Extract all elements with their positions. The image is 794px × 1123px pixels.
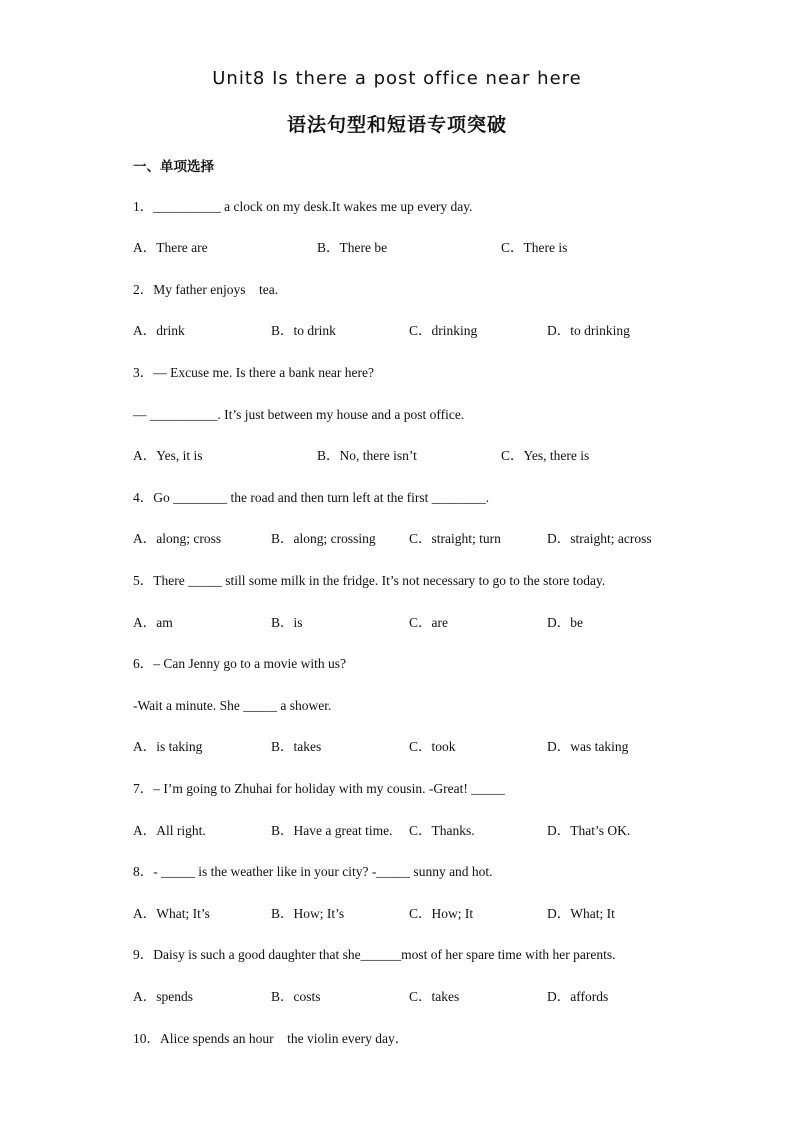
option-d: D．was taking bbox=[547, 739, 629, 754]
option-c: C．Yes, there is bbox=[501, 448, 590, 463]
option-c: C．How; It bbox=[409, 906, 474, 921]
option-c: C．straight; turn bbox=[409, 531, 501, 546]
option-a: A．What; It’s bbox=[133, 906, 210, 921]
question-stem: 4．Go ________ the road and then turn left at the first ________. bbox=[133, 490, 490, 505]
option-a: A．There are bbox=[133, 240, 208, 255]
question-stem: 7．– I’m going to Zhuhai for holiday with my cousin. -Great! _____ bbox=[133, 781, 505, 796]
option-a: A．am bbox=[133, 615, 173, 630]
option-c: C．are bbox=[409, 615, 448, 630]
option-a: A．drink bbox=[133, 323, 185, 338]
option-b: B．There be bbox=[317, 240, 388, 255]
question-stem: 10．Alice spends an hour the violin every day． bbox=[133, 1031, 409, 1046]
page-title: Unit8 Is there a post office near here bbox=[212, 68, 582, 89]
question-stem: 6．– Can Jenny go to a movie with us? bbox=[133, 656, 346, 671]
option-b: B．No, there isn’t bbox=[317, 448, 417, 463]
option-b: B．How; It’s bbox=[271, 906, 345, 921]
question-stem: -Wait a minute. She _____ a shower. bbox=[133, 698, 332, 713]
option-a: A．is taking bbox=[133, 739, 203, 754]
option-a: A．spends bbox=[133, 989, 193, 1004]
option-d: D．to drinking bbox=[547, 323, 630, 338]
question-stem: 9．Daisy is such a good daughter that she______most of her spare time with her parents. bbox=[133, 947, 616, 962]
option-b: B．takes bbox=[271, 739, 322, 754]
option-b: B．Have a great time. bbox=[271, 823, 393, 838]
option-d: D．affords bbox=[547, 989, 609, 1004]
question-stem: 2．My father enjoys tea. bbox=[133, 282, 279, 297]
option-b: B．along; crossing bbox=[271, 531, 376, 546]
question-stem: — __________. It’s just between my house and a post office. bbox=[133, 407, 465, 422]
option-d: D．That’s OK. bbox=[547, 823, 631, 838]
section-heading: 一、单项选择 bbox=[133, 159, 214, 175]
option-a: A．along; cross bbox=[133, 531, 222, 546]
option-c: C．Thanks. bbox=[409, 823, 475, 838]
option-c: C．takes bbox=[409, 989, 460, 1004]
question-stem: 5．There _____ still some milk in the fridge. It’s not necessary to go to the store today. bbox=[133, 573, 606, 588]
option-b: B．to drink bbox=[271, 323, 336, 338]
question-stem: 1．__________ a clock on my desk.It wakes me up every day. bbox=[133, 199, 473, 214]
question-stem: 3．— Excuse me. Is there a bank near here? bbox=[133, 365, 375, 380]
option-b: B．costs bbox=[271, 989, 321, 1004]
option-d: D．be bbox=[547, 615, 583, 630]
page-subtitle: 语法句型和短语专项突破 bbox=[286, 114, 507, 136]
option-c: C．took bbox=[409, 739, 456, 754]
option-c: C．There is bbox=[501, 240, 568, 255]
question-stem: 8．- _____ is the weather like in your city? -_____ sunny and hot. bbox=[133, 864, 493, 879]
option-c: C．drinking bbox=[409, 323, 478, 338]
option-d: D．What; It bbox=[547, 906, 615, 921]
option-b: B．is bbox=[271, 615, 303, 630]
option-d: D．straight; across bbox=[547, 531, 652, 546]
option-a: A．All right. bbox=[133, 823, 206, 838]
option-a: A．Yes, it is bbox=[133, 448, 203, 463]
